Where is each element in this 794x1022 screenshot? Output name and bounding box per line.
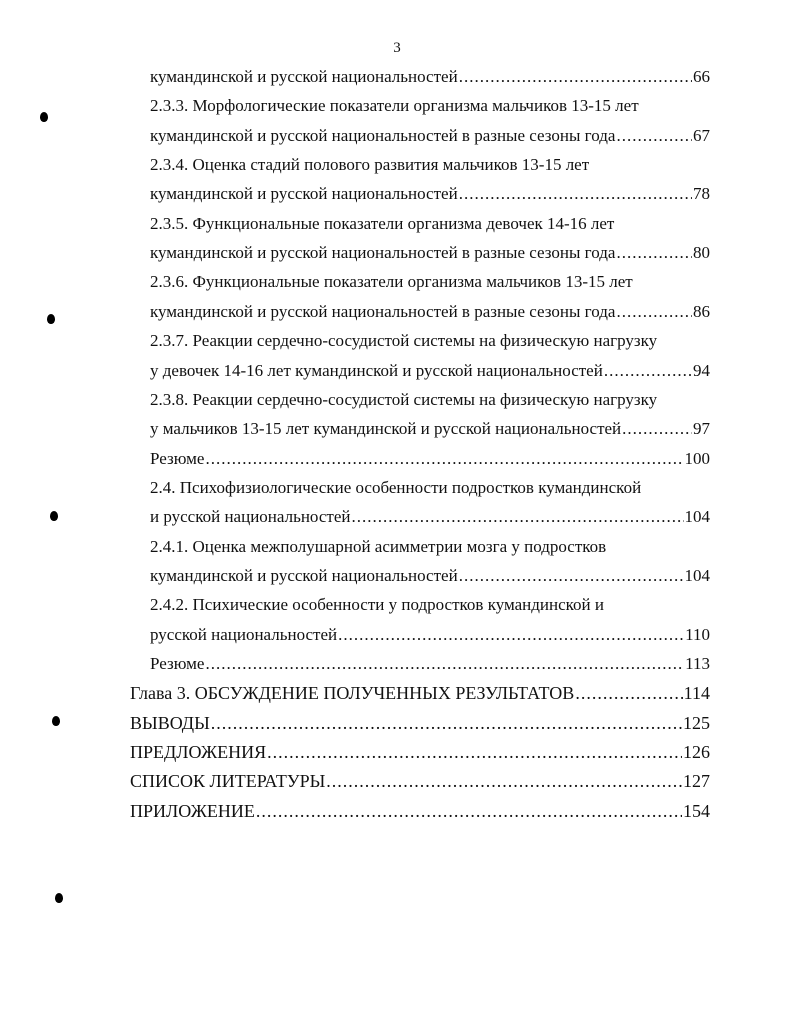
toc-entry-title: у девочек 14-16 лет кумандинской и русской национальностей — [150, 360, 603, 380]
toc-leader-dots — [622, 414, 692, 444]
toc-entry-page: 100 — [684, 448, 710, 468]
toc-entry — [150, 297, 710, 327]
toc-entry-title: ПРЕДЛОЖЕНИЯ — [130, 742, 267, 763]
toc-entry-title: и русской национальностей — [150, 507, 351, 527]
toc-entry-page: 94 — [693, 360, 710, 380]
toc-entry-page: 104 — [684, 565, 710, 585]
toc-entry-page: 78 — [693, 184, 710, 204]
toc-entry-title: Резюме — [150, 654, 205, 673]
toc-entry — [150, 179, 710, 209]
toc-entry-title: кумандинской и русской национальностей в разные сезоны года — [150, 301, 616, 321]
scan-mark — [40, 112, 48, 122]
scan-mark — [52, 716, 60, 726]
toc-leader-dots — [459, 62, 692, 92]
toc-heading-line — [150, 385, 710, 415]
toc-entry-title: 2.3.7. Реакции сердечно-сосудистой системы на физическую нагрузку — [150, 331, 658, 351]
toc-leader-dots — [575, 678, 682, 708]
toc-entry — [150, 502, 710, 532]
toc-entry-page: 126 — [683, 742, 710, 763]
toc-entry-page: 97 — [693, 419, 710, 439]
toc-entry-page: 80 — [693, 243, 710, 263]
toc-entry — [150, 121, 710, 151]
toc-entry-title: кумандинской и русской национальностей в разные сезоны года — [150, 125, 616, 145]
toc-entry-title: у мальчиков 13-15 лет кумандинской и русской национальностей — [150, 419, 622, 439]
toc-entry-page: 86 — [693, 301, 710, 321]
toc-heading-line — [150, 326, 710, 356]
toc-entry — [150, 62, 710, 92]
toc-entry-title: кумандинской и русской национальностей в разные сезоны года — [150, 243, 616, 263]
toc-entry-page: 67 — [693, 125, 710, 145]
toc-entry-page: 110 — [685, 624, 710, 644]
toc-entry-page: 113 — [685, 654, 710, 673]
toc-entry — [150, 649, 710, 679]
toc-entry — [130, 678, 710, 708]
toc-leader-dots — [205, 649, 684, 679]
toc-entry-title: СПИСОК ЛИТЕРАТУРЫ — [130, 771, 326, 792]
toc-entry-title: Резюме — [150, 448, 205, 468]
toc-leader-dots — [459, 179, 692, 209]
toc-entry-title: 2.3.5. Функциональные показатели организма девочек 14-16 лет — [150, 213, 615, 233]
toc-entry-title: кумандинской и русской национальностей — [150, 184, 458, 204]
toc-leader-dots — [326, 766, 682, 796]
toc-leader-dots — [459, 561, 684, 591]
page-number: 3 — [393, 40, 401, 56]
toc-leader-dots — [338, 620, 684, 650]
toc-entry — [130, 796, 710, 826]
toc-entry-title: 2.3.4. Оценка стадий полового развития мальчиков 13-15 лет — [150, 155, 590, 175]
toc-leader-dots — [616, 297, 692, 327]
toc-entry-page: 127 — [683, 771, 710, 792]
toc-entry-title: русской национальностей — [150, 624, 338, 644]
toc-leader-dots — [604, 356, 692, 386]
toc-entry — [150, 444, 710, 474]
toc-entry — [150, 620, 710, 650]
toc-heading-line — [150, 150, 710, 180]
toc-heading-line — [150, 590, 710, 620]
toc-leader-dots — [256, 796, 682, 826]
toc-leader-dots — [616, 121, 692, 151]
toc-entry-title: 2.4. Психофизиологические особенности подростков кумандинской — [150, 477, 642, 497]
scan-mark — [47, 314, 55, 324]
toc-entry — [150, 356, 710, 386]
toc-entry-page: 114 — [683, 683, 710, 704]
scan-mark — [55, 893, 63, 903]
toc-entry-title: ВЫВОДЫ — [130, 712, 210, 733]
toc-heading-line — [150, 532, 710, 562]
toc-entry-title: Глава 3. ОБСУЖДЕНИЕ ПОЛУЧЕННЫХ РЕЗУЛЬТАТОВ — [130, 683, 575, 704]
toc-entry — [150, 238, 710, 268]
scan-mark — [50, 511, 58, 521]
toc-leader-dots — [205, 444, 683, 474]
toc-entry-page: 154 — [683, 800, 710, 821]
toc-entry — [130, 708, 710, 738]
toc-entry-page: 104 — [684, 507, 710, 527]
toc-entry — [150, 414, 710, 444]
toc-entry-title: 2.3.6. Функциональные показатели организма мальчиков 13-15 лет — [150, 272, 633, 292]
toc-entry-page: 125 — [683, 712, 710, 733]
toc-entry-title: 2.3.3. Морфологические показатели организма мальчиков 13-15 лет — [150, 96, 639, 116]
toc-leader-dots — [267, 737, 682, 767]
toc-entry-title: 2.4.2. Психические особенности у подростков кумандинской и — [150, 595, 605, 615]
toc-leader-dots — [351, 502, 683, 532]
toc-leader-dots — [211, 708, 682, 738]
toc-leader-dots — [616, 238, 692, 268]
toc-heading-line — [150, 91, 710, 121]
toc-heading-line — [150, 473, 710, 503]
toc-entry-title: ПРИЛОЖЕНИЕ — [130, 800, 255, 821]
toc-entry-title: 2.3.8. Реакции сердечно-сосудистой системы на физическую нагрузку — [150, 389, 658, 409]
toc-heading-line — [150, 267, 710, 297]
toc-heading-line — [150, 209, 710, 239]
toc-entry-title: кумандинской и русской национальностей — [150, 565, 458, 585]
toc-entry-title: кумандинской и русской национальностей — [150, 67, 458, 86]
toc-entry-page: 66 — [693, 67, 710, 86]
toc-entry — [130, 737, 710, 767]
toc-entry-title: 2.4.1. Оценка межполушарной асимметрии мозга у подростков — [150, 536, 607, 556]
toc-entry — [150, 561, 710, 591]
toc-entry — [130, 766, 710, 796]
